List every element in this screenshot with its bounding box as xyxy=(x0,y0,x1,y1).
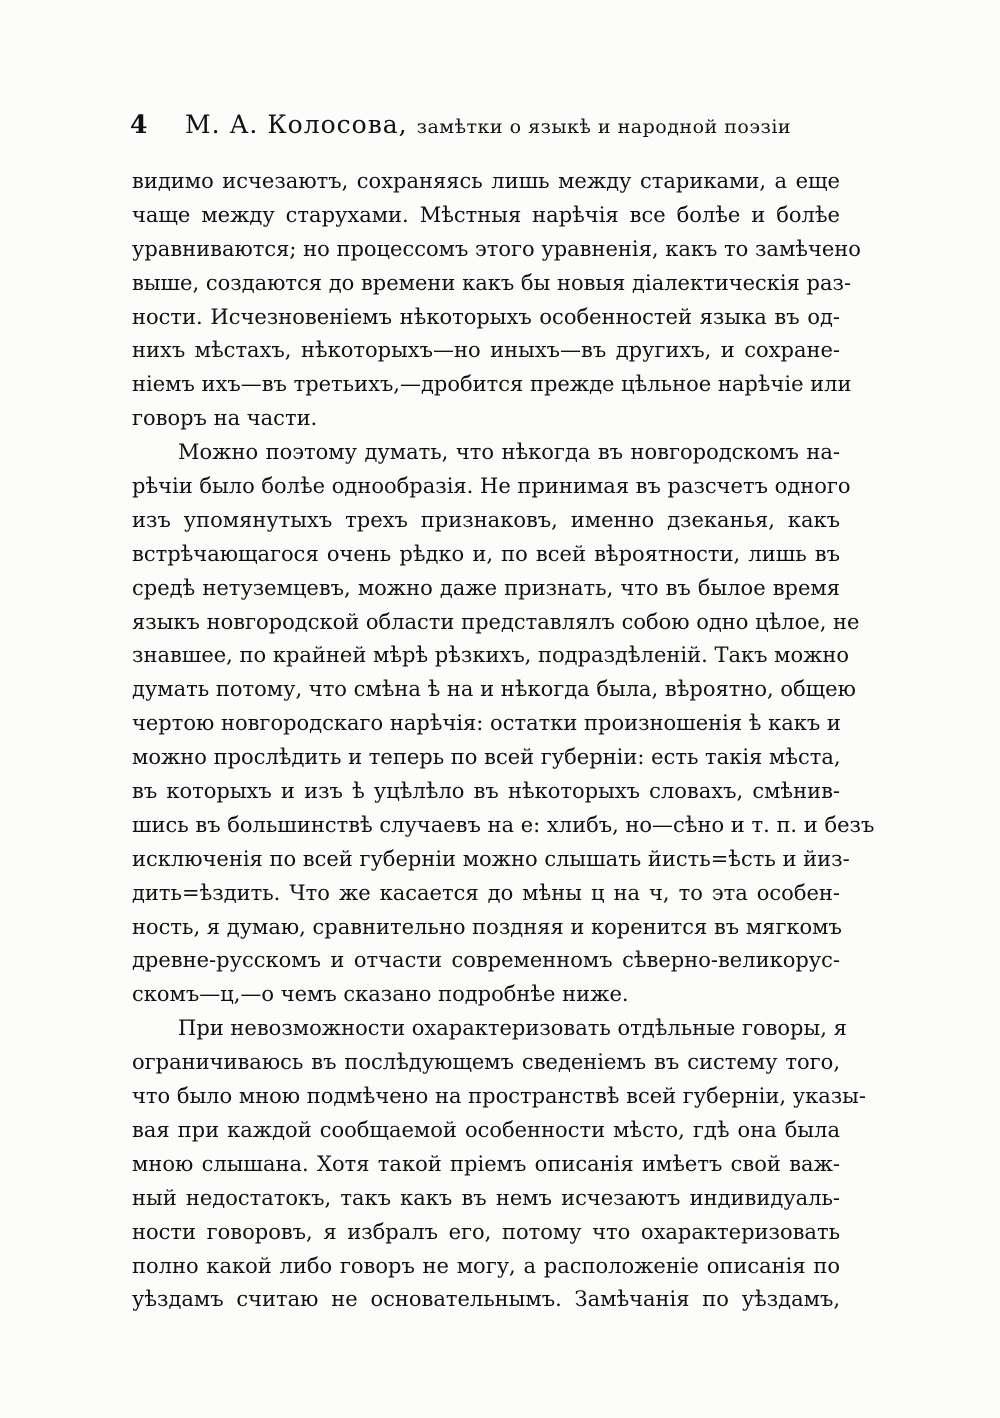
text-line: говоръ на части. xyxy=(132,406,318,431)
text-line: ности. Исчезновеніемъ нѣкоторыхъ особенностей языка въ од- xyxy=(132,304,840,329)
text-line: изъ упомянутыхъ трехъ признаковъ, именно дзеканья, какъ xyxy=(132,507,840,532)
page-number: 4 xyxy=(130,110,148,139)
text-line: ность, я думаю, сравнительно поздняя и коренится въ мягкомъ xyxy=(132,914,842,939)
text-line: чертою новгородскаго нарѣчія: остатки произношенія ѣ какъ и xyxy=(132,711,841,736)
text-line: что было мною подмѣчено на пространствѣ всей губерніи, указы- xyxy=(132,1084,866,1109)
running-title xyxy=(185,110,791,139)
author-name: М. А. Колосова, xyxy=(185,110,408,139)
text-line: вая при каждой сообщаемой особенности мѣсто, гдѣ она была xyxy=(132,1117,840,1142)
text-line: встрѣчающагося очень рѣдко и, по всей вѣроятности, лишь въ xyxy=(132,541,840,566)
text-line: Можно поэтому думать, что нѣкогда въ новгородскомъ на- xyxy=(178,440,840,465)
text-line: ніемъ ихъ—въ третьихъ,—дробится прежде цѣльное нарѣчіе или xyxy=(132,372,852,397)
text-line: рѣчіи было болѣе однообразія. Не принимая въ разсчетъ одного xyxy=(132,474,851,499)
text-line: полно какой либо говоръ не могу, а расположеніе описанія по xyxy=(132,1253,840,1278)
text-line: ный недостатокъ, такъ какъ въ немъ исчезаютъ индивидуаль- xyxy=(132,1185,840,1210)
text-line: нихъ мѣстахъ, нѣкоторыхъ—но иныхъ—въ другихъ, и сохране- xyxy=(132,338,840,363)
text-line: уравниваются; но процессомъ этого уравненія, какъ то замѣчено xyxy=(132,236,861,261)
text-line: шись въ большинствѣ случаевъ на е: хлибъ, но—сѣно и т. п. и безъ xyxy=(132,812,875,837)
text-line: въ которыхъ и изъ ѣ уцѣлѣло въ нѣкоторыхъ словахъ, смѣнив- xyxy=(132,779,840,804)
text-line: видимо исчезаютъ, сохраняясь лишь между стариками, а еще xyxy=(132,169,840,193)
text-line: При невозможности охарактеризовать отдѣльные говоры, я xyxy=(178,1016,847,1041)
text-line: чаще между старухами. Мѣстныя нарѣчія все болѣе и болѣе xyxy=(132,202,840,227)
text-line: выше, создаются до времени какъ бы новыя діалектическія раз- xyxy=(132,270,852,295)
text-line: скомъ—ц,—о чемъ сказано подробнѣе ниже. xyxy=(132,982,629,1007)
text-line: языкъ новгородской области представлялъ собою одно цѣлое, не xyxy=(132,609,860,634)
text-line: думать потому, что смѣна ѣ на и нѣкогда была, вѣроятно, общею xyxy=(132,677,856,702)
text-line: ограничиваюсь въ послѣдующемъ сведеніемъ въ систему того, xyxy=(132,1050,840,1075)
text-line: знавшее, по крайней мѣрѣ рѣзкихъ, подраздѣленій. Такъ можно xyxy=(132,643,850,668)
running-header xyxy=(130,110,842,146)
text-line: средѣ нетуземцевъ, можно даже признать, что въ былое время xyxy=(132,575,840,600)
body-text xyxy=(132,165,875,1317)
paragraph-2 xyxy=(132,436,875,1012)
paragraph-3 xyxy=(132,1012,866,1317)
text-line: ности говоровъ, я избралъ его, потому что охарактеризовать xyxy=(132,1219,840,1244)
paragraph-1 xyxy=(132,165,861,436)
text-line: древне-русскомъ и отчасти современномъ сѣверно-великорус- xyxy=(132,948,840,973)
text-line: можно прослѣдить и теперь по всей губерніи: есть такія мѣста, xyxy=(132,745,841,770)
text-line: дить=ѣздить. Что же касается до мѣны ц на ч, то эта особен- xyxy=(132,880,840,905)
text-line: уѣздамъ считаю не основательнымъ. Замѣчанія по уѣздамъ, xyxy=(132,1287,840,1312)
text-line: исключенія по всей губерніи можно слышать йисть=ѣсть и йиз- xyxy=(132,846,850,871)
work-title: замѣтки о языкѣ и народной поэзіи xyxy=(416,116,792,138)
text-line: мною слышана. Хотя такой пріемъ описанія имѣетъ свой важ- xyxy=(132,1151,840,1176)
